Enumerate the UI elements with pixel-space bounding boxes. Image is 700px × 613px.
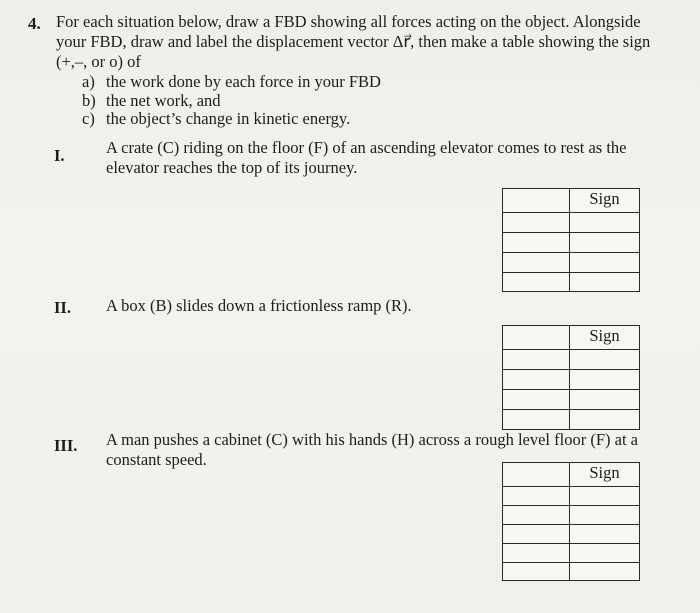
table-cell[interactable] [503,563,570,581]
part-label: c) [82,109,95,128]
part-b [82,92,381,111]
situation-3-sign-table [502,462,640,581]
table-cell[interactable] [503,233,570,253]
sign-header: Sign [570,326,640,350]
table-cell[interactable] [570,233,640,253]
question-intro: For each situation below, draw a FBD showing all forces acting on the object. Alongside your FBD, draw and label the displacement vector Δr⃗, then make a table showing the sign (+,–, or o) of [56,12,651,71]
table-cell[interactable] [503,370,570,390]
question-parts [82,73,381,129]
table-cell[interactable] [503,326,570,350]
part-c [82,110,381,129]
table-cell[interactable] [503,390,570,410]
part-label: a) [82,72,95,91]
situation-1-numeral: I. [54,146,65,165]
sign-header: Sign [570,463,640,487]
table-cell[interactable] [503,410,570,430]
table-cell[interactable] [503,506,570,525]
table-cell[interactable] [570,525,640,544]
table-cell[interactable] [503,525,570,544]
question-number: 4. [28,14,41,33]
situation-1-text: A crate (C) riding on the floor (F) of an ascending elevator comes to rest as the elevator reaches the top of its journey. [106,138,627,177]
table-cell[interactable] [503,189,570,213]
part-text: the object’s change in kinetic energy. [106,109,351,128]
table-cell[interactable] [503,350,570,370]
sign-header: Sign [570,189,640,213]
table-cell[interactable] [503,463,570,487]
table-cell[interactable] [570,213,640,233]
situation-3-numeral: III. [54,436,78,455]
part-text: the work done by each force in your FBD [106,72,381,91]
situation-2-text: A box (B) slides down a frictionless ramp (R). [106,296,412,315]
situation-3-text: A man pushes a cabinet (C) with his hands (H) across a rough level floor (F) at a constant speed. [106,430,638,469]
situation-2-sign-table [502,325,640,430]
table-cell[interactable] [570,390,640,410]
table-cell[interactable] [570,410,640,430]
table-cell[interactable] [503,273,570,292]
table-cell[interactable] [570,350,640,370]
part-text: the net work, and [106,90,221,110]
part-a [82,73,381,92]
table-cell[interactable] [570,563,640,581]
table-cell[interactable] [570,544,640,563]
table-cell[interactable] [570,273,640,292]
table-cell[interactable] [570,487,640,506]
situation-1-sign-table [502,188,640,292]
table-cell[interactable] [503,253,570,273]
table-cell[interactable] [570,253,640,273]
situation-2-numeral: II. [54,298,71,317]
part-label: b) [82,90,96,110]
table-cell[interactable] [570,370,640,390]
table-cell[interactable] [503,487,570,506]
table-cell[interactable] [503,213,570,233]
table-cell[interactable] [503,544,570,563]
table-cell[interactable] [570,506,640,525]
